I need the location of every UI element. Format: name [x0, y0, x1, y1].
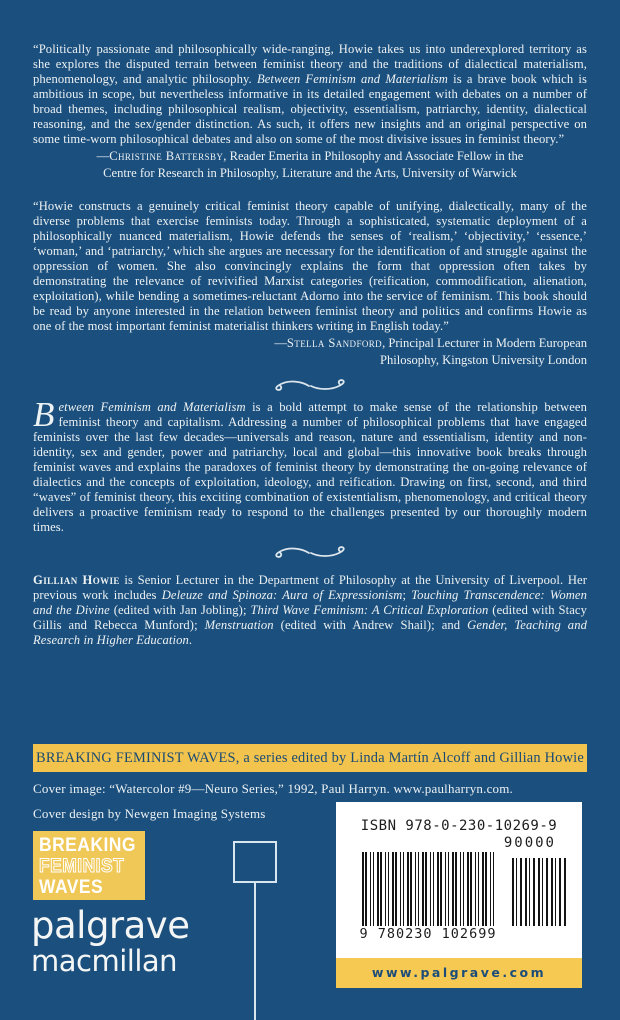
logo-line-waves: WAVES: [39, 877, 104, 898]
author-bio: Gillian Howie is Senior Lecturer in the Department of Philosophy at the University of Liverpool. Her previous work includes Deleuze and Spinoza: Aura of Expressionism; Touching Transcendence: Women and the Divine (edited with Jan Jobling); Third Wave Feminism: A Critical Exploration (edited with Stacy Gillis and Rebecca Munford); Menstruation (edited with Andrew Shail); and Gender, Teaching and Research in Higher Education.: [33, 573, 587, 647]
breaking-feminist-waves-logo: [33, 831, 145, 900]
publisher-url: www.palgrave.com: [336, 958, 582, 988]
review-quote-battersby: “Politically passionate and philosophically wide-ranging, Howie takes us into underexplored territory as she explores the disputed terrain between feminist theory and the traditions of dialectical materialism, phenomenology, and analytic philosophy. Between Feminism and Materialism is a brave book which is ambitious in scope, but nevertheless informative in its detailed engagement with debates on a number of broad themes, including philosophical realism, objectivity, essentialism, patriarchy, identity, dialectical reasoning, and the sex/gender distinction. As such, it offers new insights and an original perspective on some time-worn philosophical debates and also on some of the most divisive issues in feminist theory.”: [33, 42, 587, 146]
quote-attribution-sandford-line2: Philosophy, Kingston University London: [380, 353, 587, 367]
barcode-bars-icon: [362, 852, 494, 926]
cover-art-square-outline: [233, 841, 277, 883]
isbn-label: ISBN 978-0-230-10269-9: [360, 818, 558, 834]
quote-attribution-battersby-line2: Centre for Research in Philosophy, Literature and the Arts, University of Warwick: [103, 166, 517, 180]
logo-line-feminist: FEMINIST: [39, 856, 125, 877]
barcode-panel: [336, 802, 582, 988]
review-quote-sandford: “Howie constructs a genuinely critical feminist theory capable of unifying, dialectically, many of the diverse problems that exercise feminists today. Through a sophisticated, systematic deployment of a philosophically nuanced materialism, Howie defends the senses of ‘realism,’ ‘objectivity,’ ‘essence,’ ‘woman,’ and ‘patriarchy,’ which she argues are necessary for the identification of and struggle against the oppression of women. She also convincingly explains the form that oppression often takes by demonstrating the relevance of revivified Marxist categories (reification, commodification, alienation, exploitation), while bending a sometimes-reluctant Adorno into the service of feminism. This book should be read by anyone interested in the relation between feminist theory and politics and confirms Howie as one of the most important feminist materialist thinkers writing in English today.”: [33, 199, 587, 333]
palgrave-macmillan-logo: [31, 906, 189, 977]
cover-design-credit: Cover design by Newgen Imaging Systems: [33, 806, 266, 821]
barcode-digits: 9 780230 102699: [342, 926, 514, 942]
publisher-name-macmillan: macmillan: [31, 944, 178, 978]
publisher-name-palgrave: palgrave: [31, 904, 190, 947]
flourish-divider-icon: [267, 545, 353, 559]
book-description: [33, 395, 588, 535]
logo-line-breaking: BREAKING: [39, 835, 136, 856]
quote-attribution-sandford-line1: —Stella Sandford, Principal Lecturer in Modern European: [274, 336, 587, 350]
barcode-price-code: 90000: [503, 835, 556, 851]
flourish-divider-icon: [267, 378, 353, 392]
cover-art-plumb-line: [254, 883, 256, 1020]
quote-attribution-battersby-line1: —Christine Battersby, Reader Emerita in Philosophy and Associate Fellow in the: [96, 149, 524, 163]
drop-cap: B: [33, 395, 55, 434]
cover-image-credit: Cover image: “Watercolor #9—Neuro Series,” 1992, Paul Harryn. www.paulharryn.com.: [33, 781, 514, 796]
series-banner: BREAKING FEMINIST WAVES, a series edited by Linda Martín Alcoff and Gillian Howie: [33, 744, 587, 772]
book-description-text: etween Feminism and Materialism is a bold attempt to make sense of the relationship between feminist theory and capitalism. Addressing a number of philosophical problems that have engaged feminists over the last few decades—universals and reason, nature and essentialism, identity and non-identity, sex and gender, power and patriarchy, local and global—this innovative book breaks through feminist waves and explains the paradoxes of feminist theory by demonstrating the on-going relevance of dialectics and the concepts of exploitation, ideology, and reification. Drawing on first, second, and third “waves” of feminist theory, this exciting combination of existentialism, phenomenology, and critical theory delivers a proactive feminism ready to respond to the challenges presented by our thoroughly modern times.: [33, 400, 588, 534]
barcode-supplement-bars-icon: [512, 858, 566, 926]
